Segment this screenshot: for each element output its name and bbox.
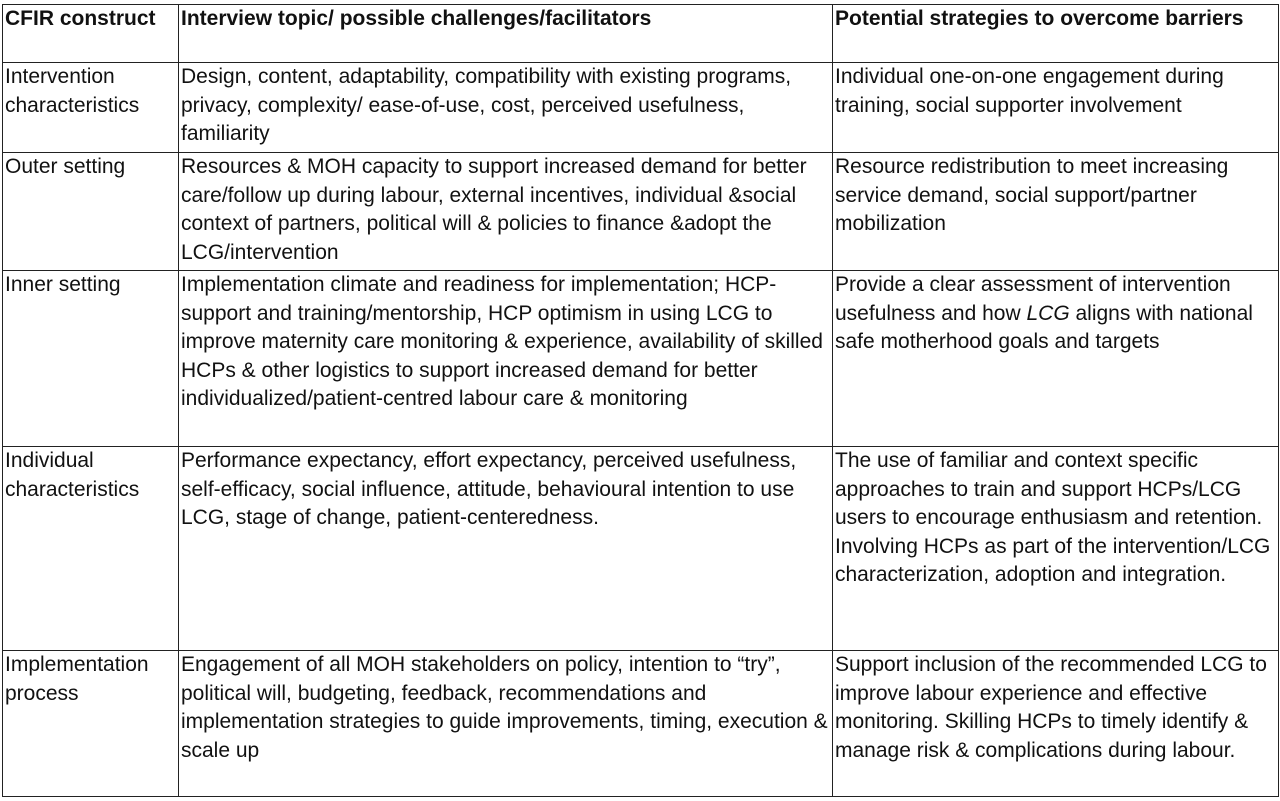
strategy-text-part: Provide a clear assessment of intervention usefulness and how xyxy=(835,273,1231,325)
header-cfir-construct: CFIR construct xyxy=(3,5,179,63)
topic-cell: Performance expectancy, effort expectancy, perceived usefulness, self-efficacy, social influence, attitude, behavioural intention to use LCG, stage of change, patient-centeredness. xyxy=(179,447,833,651)
construct-cell: Inner setting xyxy=(3,271,179,447)
strategy-emphasis-lcg: LCG xyxy=(1026,301,1070,325)
table-row xyxy=(3,447,1279,651)
cfir-table xyxy=(2,4,1279,797)
table-header-row xyxy=(3,5,1279,63)
strategy-cell: Support inclusion of the recommended LCG to improve labour experience and effective monitoring. Skilling HCPs to timely identify & manage risk & complications during labour. xyxy=(833,651,1279,797)
strategy-cell: Individual one-on-one engagement during training, social supporter involvement xyxy=(833,63,1279,153)
table-row xyxy=(3,153,1279,271)
topic-cell: Resources & MOH capacity to support increased demand for better care/follow up during labour, external incentives, individual &social context of partners, political will & policies to finance &adopt the LCG/intervention xyxy=(179,153,833,271)
table-row xyxy=(3,271,1279,447)
table-row xyxy=(3,63,1279,153)
strategy-cell: The use of familiar and context specific approaches to train and support HCPs/LCG users to encourage enthusiasm and retention. Involving HCPs as part of the intervention/LCG characterization, adoption and integration. xyxy=(833,447,1279,651)
topic-cell: Design, content, adaptability, compatibility with existing programs, privacy, complexity/ ease-of-use, cost, perceived usefulness, familiarity xyxy=(179,63,833,153)
construct-cell: Intervention characteristics xyxy=(3,63,179,153)
header-potential-strategies: Potential strategies to overcome barriers xyxy=(833,5,1279,63)
strategy-cell xyxy=(833,271,1279,447)
construct-cell: Individual characteristics xyxy=(3,447,179,651)
topic-cell: Engagement of all MOH stakeholders on policy, intention to “try”, political will, budgeting, feedback, recommendations and implementation strategies to guide improvements, timing, execution & scale up xyxy=(179,651,833,797)
header-interview-topic: Interview topic/ possible challenges/facilitators xyxy=(179,5,833,63)
construct-cell: Outer setting xyxy=(3,153,179,271)
strategy-cell: Resource redistribution to meet increasing service demand, social support/partner mobilization xyxy=(833,153,1279,271)
strategy-text-part: aligns with national safe motherhood goals and targets xyxy=(835,301,1253,354)
table-row xyxy=(3,651,1279,797)
construct-cell: Implementation process xyxy=(3,651,179,797)
topic-cell: Implementation climate and readiness for implementation; HCP-support and training/mentorship, HCP optimism in using LCG to improve maternity care monitoring & experience, availability of skilled HCPs & other logistics to support increased demand for better individualized/patient-centred labour care & monitoring xyxy=(179,271,833,447)
